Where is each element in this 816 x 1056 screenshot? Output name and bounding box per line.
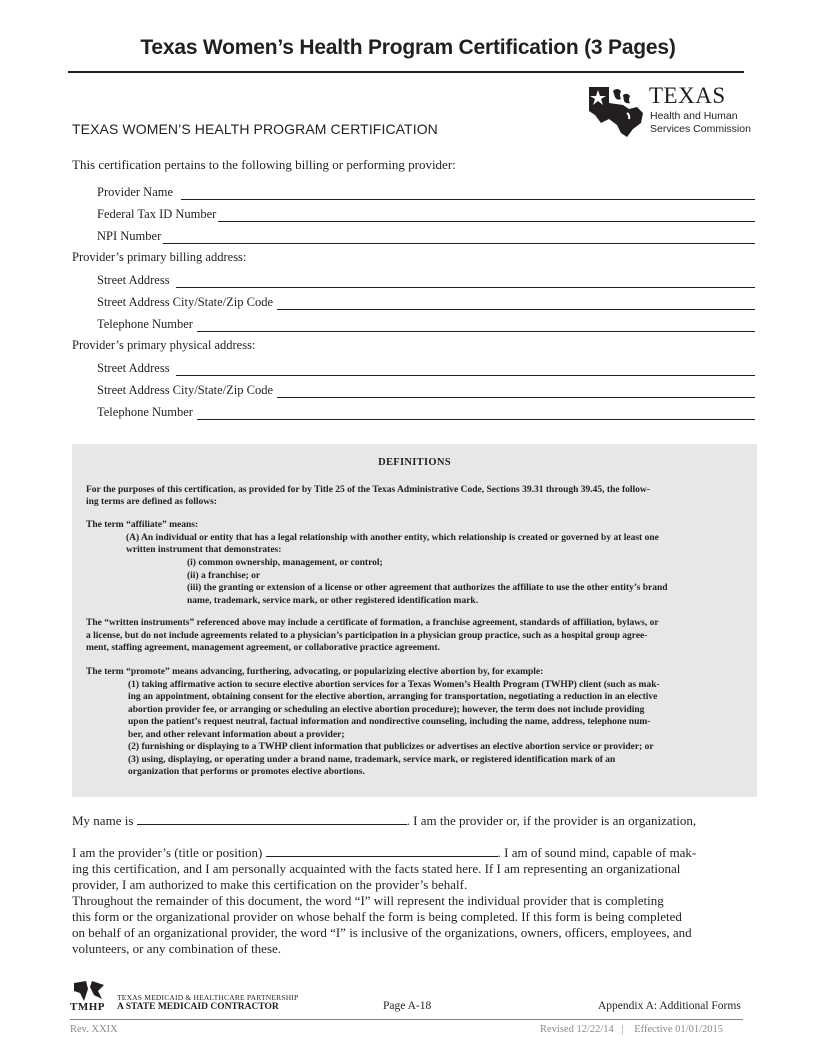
partner-name: TEXAS MEDICAID & HEALTHCARE PARTNERSHIP <box>117 993 299 1002</box>
tmhp-logo-icon <box>72 979 110 1003</box>
definitions-intro-line1: For the purposes of this certification, as provided for by Title 25 of the Texas Administrative Code, Sections 39.31 through 39.45, the follow- <box>86 485 650 495</box>
physical-street-label: Street Address <box>97 361 170 375</box>
affiliate-ii: (ii) a franchise; or <box>187 571 261 581</box>
promote-3-line2: organization that performs or promotes elective abortions. <box>128 767 365 777</box>
revision-label: Rev. XXIX <box>70 1024 118 1035</box>
partner-tagline: A STATE MEDICAID CONTRACTOR <box>117 1002 279 1012</box>
billing-address-label: Provider’s primary billing address: <box>72 250 247 264</box>
promote-3-line1: (3) using, displaying, or operating under a brand name, trademark, service mark, or registered identification mark of an <box>128 755 616 765</box>
promote-1-line1: (1) taking affirmative action to secure elective abortion services for a Texas Women’s Health Program (TWHP) client (such as mak- <box>128 680 660 690</box>
physical-city-input-line[interactable] <box>277 385 755 398</box>
npi-field[interactable] <box>97 226 755 244</box>
my-name-line <box>72 813 740 829</box>
promote-1-line2: ing an appointment, obtaining consent for the elective abortion, arranging for transportation, negotiating a reduction in an elective <box>128 692 658 702</box>
billing-phone-field[interactable] <box>97 314 755 332</box>
section-heading: TEXAS WOMEN’S HEALTH PROGRAM CERTIFICATION <box>72 121 438 137</box>
tax-id-label: Federal Tax ID Number <box>97 207 217 221</box>
promote-1-line5: ber, and other relevant information about a provider; <box>128 730 345 740</box>
physical-street-input-line[interactable] <box>176 363 755 376</box>
tax-id-field[interactable] <box>97 204 755 222</box>
revised-effective-dates: Revised 12/22/14 | Effective 01/01/2015 <box>540 1024 724 1035</box>
physical-address-label: Provider’s primary physical address: <box>72 338 256 352</box>
page-number: Page A-18 <box>383 1000 432 1012</box>
hhsc-logo-line1: Health and Human <box>650 110 738 122</box>
affiliate-iii-line2: name, trademark, service mark, or other registered identification mark. <box>187 596 479 606</box>
billing-street-label: Street Address <box>97 273 170 287</box>
statement-line4: Throughout the remainder of this document, the word “I” will represent the individual provider that is completing <box>72 893 664 908</box>
npi-label: NPI Number <box>97 229 162 243</box>
physical-city-field[interactable] <box>97 380 755 398</box>
statement-line7: volunteers, or any combination of these. <box>72 941 282 956</box>
physical-street-field[interactable] <box>97 358 755 376</box>
my-name-suffix: . I am the provider or, if the provider is an organization, <box>406 813 697 828</box>
tax-id-input-line[interactable] <box>218 209 755 222</box>
written-instruments-line2: a license, but do not include agreements related to a physician’s participation in a physician group practice, such as a hospital group agree- <box>86 631 648 641</box>
npi-input-line[interactable] <box>163 231 755 244</box>
billing-street-input-line[interactable] <box>176 275 755 288</box>
affiliate-intro: The term “affiliate” means: <box>86 520 199 530</box>
statement-line5: this form or the organizational provider on whose behalf the form is being completed. If this form is being completed <box>72 909 682 924</box>
appendix-label: Appendix A: Additional Forms <box>598 1000 741 1012</box>
intro-text: This certification pertains to the following billing or performing provider: <box>72 157 456 172</box>
hhsc-logo-line2: Services Commission <box>650 123 751 135</box>
affiliate-a-line1: (A) An individual or entity that has a legal relationship with another entity, which relationship is created or governed by at least one <box>126 533 659 543</box>
affiliate-a-line2: written instrument that demonstrates: <box>126 545 282 555</box>
promote-intro: The term “promote” means advancing, furthering, advocating, or popularizing elective abortion by, for example: <box>86 667 544 677</box>
promote-2: (2) furnishing or displaying to a TWHP client information that publicizes or advertises an elective abortion service or provider; or <box>128 742 654 752</box>
hhsc-logo-texas: TEXAS <box>649 83 726 108</box>
billing-city-input-line[interactable] <box>277 297 755 310</box>
billing-phone-input-line[interactable] <box>197 319 755 332</box>
provider-name-field[interactable] <box>97 182 755 200</box>
document-title: Texas Women’s Health Program Certification (3 Pages) <box>140 36 676 59</box>
affiliate-iii-line1: (iii) the granting or extension of a license or other agreement that authorizes the affiliate to use the other entity’s brand <box>187 583 668 593</box>
billing-city-label: Street Address City/State/Zip Code <box>97 295 274 309</box>
title-position-suffix: . I am of sound mind, capable of mak- <box>497 845 697 860</box>
definitions-title: DEFINITIONS <box>378 457 451 468</box>
physical-city-label: Street Address City/State/Zip Code <box>97 383 274 397</box>
hhsc-logo <box>587 83 769 139</box>
physical-phone-input-line[interactable] <box>197 407 755 420</box>
statement-line2: ing this certification, and I am personally acquainted with the facts stated here. If I am representing an organizational <box>72 861 681 876</box>
texas-state-icon <box>587 83 647 139</box>
definitions-box <box>72 444 757 797</box>
tmhp-logo-text: TMHP <box>70 1001 105 1013</box>
statement-line6: on behalf of an organizational provider, the word “I” is inclusive of the organizations, owners, officers, employees, and <box>72 925 692 940</box>
my-name-input-line[interactable] <box>137 813 407 825</box>
billing-street-field[interactable] <box>97 270 755 288</box>
title-position-line <box>72 845 740 861</box>
written-instruments-line3: ment, staffing agreement, management agreement, or collaborative practice agreement. <box>86 643 440 653</box>
statement-line3: provider, I am authorized to make this certification on the provider’s behalf. <box>72 877 468 892</box>
title-position-input-line[interactable] <box>266 845 498 857</box>
billing-city-field[interactable] <box>97 292 755 310</box>
provider-name-input-line[interactable] <box>181 187 755 200</box>
title-divider <box>68 71 744 73</box>
definitions-intro-line2: ing terms are defined as follows: <box>86 497 217 507</box>
title-position-prefix: I am the provider’s (title or position) <box>72 845 263 860</box>
promote-1-line3: abortion provider fee, or arranging or scheduling an elective abortion procedure); however, the term does not include providing <box>128 705 645 715</box>
billing-phone-label: Telephone Number <box>97 317 193 331</box>
promote-1-line4: upon the patient’s request neutral, factual information and nondirective counseling, including the name, address, telephone num- <box>128 717 651 727</box>
physical-phone-label: Telephone Number <box>97 405 193 419</box>
provider-name-label: Provider Name <box>97 185 174 199</box>
my-name-prefix: My name is <box>72 813 134 828</box>
footer-divider <box>70 1019 743 1020</box>
physical-phone-field[interactable] <box>97 402 755 420</box>
written-instruments-line1: The “written instruments” referenced above may include a certificate of formation, a franchise agreement, standards of affiliation, bylaws, or <box>86 618 659 628</box>
affiliate-i: (i) common ownership, management, or control; <box>187 558 383 568</box>
